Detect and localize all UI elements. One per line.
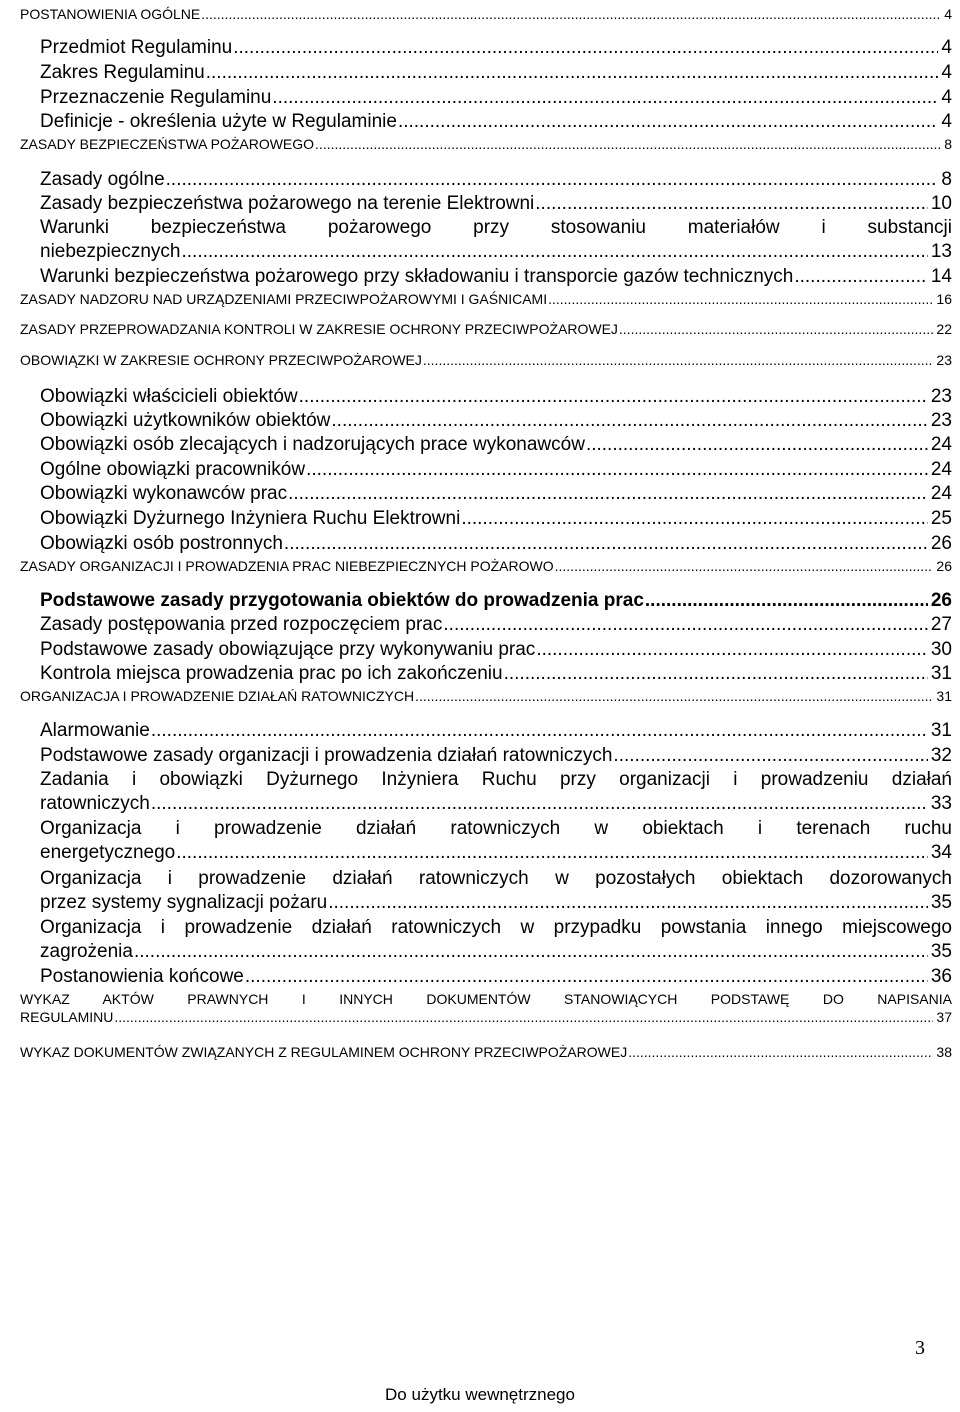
toc-page-number: 26 <box>930 590 952 611</box>
toc-page-number: 38 <box>936 1044 952 1060</box>
toc-leader <box>398 110 938 134</box>
toc-title: Przedmiot Regulaminu <box>40 37 233 58</box>
toc-page-number: 4 <box>941 87 952 108</box>
toc-page-number: 8 <box>944 136 952 152</box>
toc-entry[interactable] <box>40 613 952 637</box>
toc-leader <box>645 589 928 613</box>
toc-title: ZASADY BEZPIECZEŃSTWA POŻAROWEGO <box>20 136 315 152</box>
toc-page-number: 35 <box>930 892 952 913</box>
toc-title: Zasady ogólne <box>40 169 165 190</box>
toc-page-number: 26 <box>930 533 952 554</box>
toc-title: Podstawowe zasady obowiązujące przy wykonywaniu prac <box>40 639 536 660</box>
toc-title: Zadania i obowiązki Dyżurnego Inżyniera Ruchu przy organizacji i prowadzeniu działań <box>40 769 952 790</box>
toc-leader <box>151 792 928 816</box>
toc-entry[interactable] <box>40 458 952 482</box>
toc-entry[interactable] <box>40 719 952 743</box>
toc-page-number: 36 <box>930 966 952 987</box>
toc-title: ZASADY PRZEPROWADZANIA KONTROLI W ZAKRESIE OCHRONY PRZECIWPOŻAROWEJ <box>20 321 618 337</box>
toc-title-cont: zagrożenia <box>40 941 133 962</box>
toc-entry[interactable] <box>40 36 952 60</box>
toc-leader <box>181 240 927 264</box>
toc-page-number: 14 <box>930 266 952 287</box>
page-number: 3 <box>915 1337 925 1359</box>
toc-leader <box>331 409 927 433</box>
toc-title: Obowiązki użytkowników obiektów <box>40 410 331 431</box>
toc-title: Postanowienia końcowe <box>40 966 244 987</box>
toc-title-cont: ratowniczych <box>40 793 150 814</box>
toc-page-number: 13 <box>930 241 952 262</box>
toc-page-number: 10 <box>930 193 952 214</box>
toc-leader <box>423 351 934 369</box>
toc-entry[interactable] <box>40 768 952 816</box>
toc-title: Organizacja i prowadzenie działań ratowniczych w obiektach i terenach ruchu <box>40 818 952 839</box>
toc-entry[interactable] <box>20 5 952 23</box>
toc-leader <box>114 1008 933 1026</box>
toc-leader <box>166 168 939 192</box>
toc-page-number: 22 <box>936 321 952 337</box>
toc-title: Przeznaczenie Regulaminu <box>40 87 272 108</box>
toc-entry[interactable] <box>40 409 952 433</box>
toc-entry[interactable] <box>20 290 952 308</box>
toc-entry[interactable] <box>40 385 952 409</box>
toc-title-cont: niebezpiecznych <box>40 241 181 262</box>
toc-entry[interactable] <box>40 638 952 662</box>
toc-entry[interactable] <box>40 817 952 865</box>
toc-leader <box>415 687 933 705</box>
toc-page-number: 24 <box>930 459 952 480</box>
toc-page-number: 26 <box>936 558 952 574</box>
toc-leader <box>233 36 938 60</box>
toc-entry[interactable] <box>40 589 952 613</box>
toc-entry[interactable] <box>20 1043 952 1061</box>
toc-title: Ogólne obowiązki pracowników <box>40 459 306 480</box>
toc-entry[interactable] <box>40 86 952 110</box>
toc-page-number: 25 <box>930 508 952 529</box>
toc-entry[interactable] <box>40 532 952 556</box>
toc-page-number: 31 <box>930 720 952 741</box>
toc-leader <box>272 86 938 110</box>
toc-leader <box>794 265 928 289</box>
toc-title: Warunki bezpieczeństwa pożarowego przy składowaniu i transporcie gazów technicznych <box>40 266 794 287</box>
toc-entry[interactable] <box>40 482 952 506</box>
toc-entry[interactable] <box>40 110 952 134</box>
toc-entry[interactable] <box>40 216 952 264</box>
toc-leader <box>288 482 928 506</box>
toc-leader <box>548 290 933 308</box>
toc-leader <box>134 940 928 964</box>
toc-title: Alarmowanie <box>40 720 150 741</box>
toc-leader <box>536 638 928 662</box>
toc-page-number: 32 <box>930 745 952 766</box>
toc-entry[interactable] <box>40 744 952 768</box>
toc-entry[interactable] <box>40 192 952 216</box>
toc-leader <box>628 1043 933 1061</box>
toc-page-number: 4 <box>941 111 952 132</box>
toc-page-number: 31 <box>930 663 952 684</box>
toc-title-cont: przez systemy sygnalizacji pożaru <box>40 892 328 913</box>
toc-title: Organizacja i prowadzenie działań ratowniczych w przypadku powstania innego miejscowego <box>40 917 952 938</box>
toc-page-number: 37 <box>936 1009 952 1025</box>
toc-title: Obowiązki Dyżurnego Inżyniera Ruchu Elektrowni <box>40 508 461 529</box>
toc-leader <box>443 613 927 637</box>
toc-page-number: 23 <box>936 352 952 368</box>
toc-entry[interactable] <box>20 320 952 338</box>
toc-title: WYKAZ AKTÓW PRAWNYCH I INNYCH DOKUMENTÓW STANOWIĄCYCH PODSTAWĘ DO NAPISANIA <box>20 991 952 1007</box>
toc-page-number: 8 <box>941 169 952 190</box>
toc-leader <box>613 744 927 768</box>
toc-title: Zakres Regulaminu <box>40 62 205 83</box>
toc-entry[interactable] <box>40 265 952 289</box>
toc-entry[interactable] <box>40 916 952 964</box>
toc-entry[interactable] <box>40 61 952 85</box>
toc-title: Podstawowe zasady przygotowania obiektów do prowadzenia prac <box>40 590 644 611</box>
toc-entry[interactable] <box>40 168 952 192</box>
toc-entry[interactable] <box>40 867 952 915</box>
toc-entry[interactable] <box>40 662 952 686</box>
toc-entry[interactable] <box>40 433 952 457</box>
toc-page-number: 4 <box>944 6 952 22</box>
toc-page-number: 4 <box>941 37 952 58</box>
toc-page-number: 24 <box>930 483 952 504</box>
toc-page-number: 33 <box>930 793 952 814</box>
toc-entry[interactable] <box>20 135 952 153</box>
toc-leader <box>535 192 928 216</box>
toc-leader <box>176 841 928 865</box>
toc-leader <box>504 662 928 686</box>
toc-title: Obowiązki osób postronnych <box>40 533 283 554</box>
toc-page-number: 30 <box>930 639 952 660</box>
toc-entry[interactable] <box>20 351 952 369</box>
toc-leader <box>245 965 928 989</box>
toc-title-cont: energetycznego <box>40 842 176 863</box>
toc-title: POSTANOWIENIA OGÓLNE <box>20 6 201 22</box>
toc-leader <box>299 385 928 409</box>
toc-entry[interactable] <box>40 507 952 531</box>
toc-entry[interactable] <box>40 965 952 989</box>
toc-page-number: 23 <box>930 386 952 407</box>
toc-title: Podstawowe zasady organizacji i prowadzenia działań ratowniczych <box>40 745 613 766</box>
toc-title-cont: REGULAMINU <box>20 1009 114 1025</box>
toc-title: ZASADY ORGANIZACJI I PROWADZENIA PRAC NIEBEZPIECZNYCH POŻAROWO <box>20 558 554 574</box>
toc-leader <box>206 61 939 85</box>
toc-title: Zasady bezpieczeństwa pożarowego na terenie Elektrowni <box>40 193 535 214</box>
toc-title: Warunki bezpieczeństwa pożarowego przy stosowaniu materiałów i substancji <box>40 217 952 238</box>
toc-title: Definicje - określenia użyte w Regulaminie <box>40 111 397 132</box>
toc-title: Obowiązki wykonawców prac <box>40 483 288 504</box>
toc-page-number: 27 <box>930 614 952 635</box>
toc-title: OBOWIĄZKI W ZAKRESIE OCHRONY PRZECIWPOŻAROWEJ <box>20 352 422 368</box>
toc-page-number: 4 <box>941 62 952 83</box>
toc-title: ORGANIZACJA I PROWADZENIE DZIAŁAŃ RATOWNICZYCH <box>20 688 415 704</box>
toc-title: Kontrola miejsca prowadzenia prac po ich zakończeniu <box>40 663 503 684</box>
toc-page-number: 24 <box>930 434 952 455</box>
toc-leader <box>461 507 928 531</box>
toc-leader <box>586 433 928 457</box>
toc-entry[interactable] <box>20 557 952 575</box>
toc-leader <box>151 719 928 743</box>
toc-leader <box>328 891 928 915</box>
toc-leader <box>284 532 928 556</box>
toc-leader <box>315 135 941 153</box>
toc-leader <box>306 458 928 482</box>
toc-title: Obowiązki właścicieli obiektów <box>40 386 298 407</box>
toc-page-number: 35 <box>930 941 952 962</box>
toc-title: Obowiązki osób zlecających i nadzorujących prace wykonawców <box>40 434 585 455</box>
toc-leader <box>201 5 941 23</box>
toc-page-number: 34 <box>930 842 952 863</box>
toc-page-number: 31 <box>936 688 952 704</box>
toc-leader <box>619 320 934 338</box>
toc-leader <box>555 557 934 575</box>
page-footer: Do użytku wewnętrznego <box>385 1385 575 1404</box>
toc-title: ZASADY NADZORU NAD URZĄDZENIAMI PRZECIWPOŻAROWYMI I GAŚNICAMI <box>20 291 548 307</box>
toc-page-number: 16 <box>936 291 952 307</box>
toc-title: Organizacja i prowadzenie działań ratowniczych w pozostałych obiektach dozorowanych <box>40 868 952 889</box>
toc-page-number: 23 <box>930 410 952 431</box>
toc-entry[interactable] <box>20 990 952 1026</box>
toc-entry[interactable] <box>20 687 952 705</box>
toc-title: WYKAZ DOKUMENTÓW ZWIĄZANYCH Z REGULAMINEM OCHRONY PRZECIWPOŻAROWEJ <box>20 1044 628 1060</box>
toc-title: Zasady postępowania przed rozpoczęciem prac <box>40 614 443 635</box>
